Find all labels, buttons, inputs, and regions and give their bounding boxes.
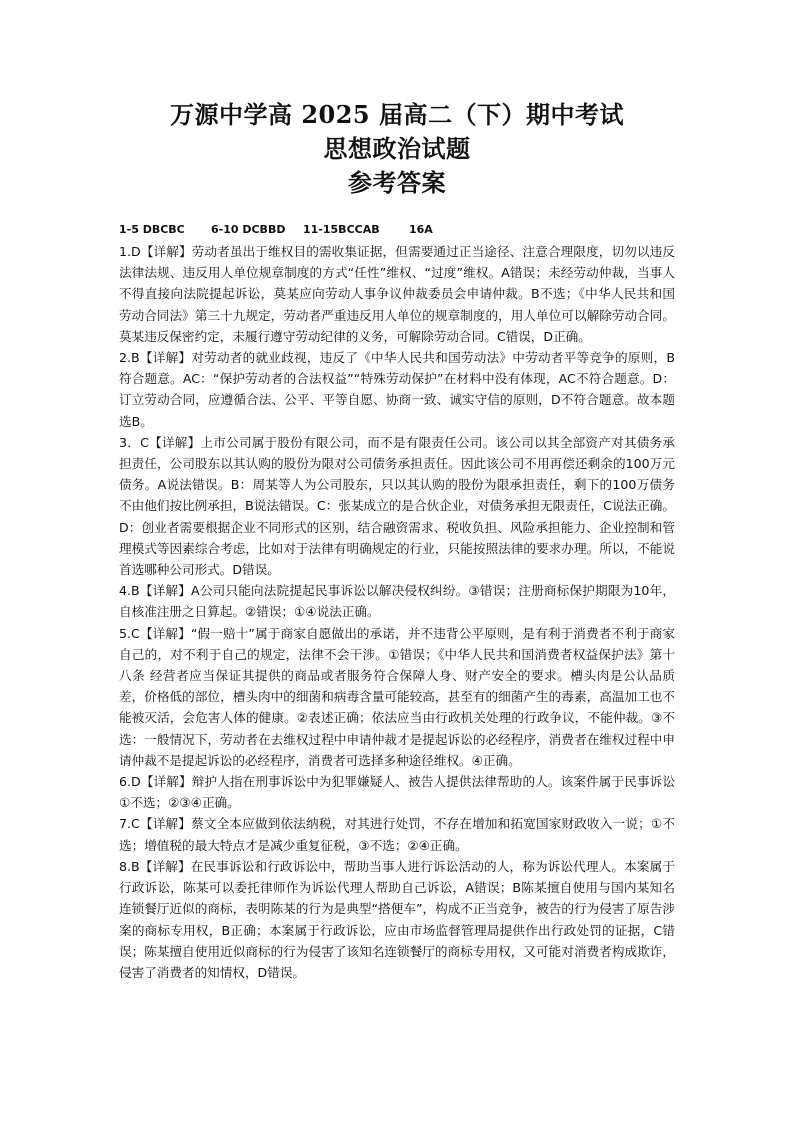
exam-title: 万源中学高 2025 届高二（下）期中考试 — [169, 100, 624, 129]
answer-group-11-15: 11-15BCCAB — [303, 223, 380, 236]
explanation-q7: 7.C【详解】蔡文全本应做到依法纳税，对其进行处罚，不存在增加和拓宽国家财政收入一说；①不选；增值税的最大特点才是减少重复征税，③不选；②④正确。 — [119, 816, 675, 853]
explanation-q2: 2.B【详解】对劳动者的就业歧视，违反了《中华人民共和国劳动法》中劳动者平等竞争的原则，B符合题意。AC：“保护劳动者的合法权益”“特殊劳动保护”在材料中没有体现，AC不符合题意。D：订立劳动合同，应遵循合法、公平、平等自愿、协商一致、诚实守信的原则，D不符合题意。故本题选B。 — [119, 350, 675, 429]
explanation-q1: 1.D【详解】劳动者虽出于维权目的需收集证据，但需要通过正当途径、注意合理限度，切勿以违反法律法规、违反用人单位规章制度的方式“任性”维权、“过度”维权。A错误；未经劳动仲裁，当事人不得直接向法院提起诉讼，莫某应向劳动人事争议仲裁委员会申请仲裁。B不选；《中华人民共和国劳动合同法》第三十九规定，劳动者严重违反用人单位的规章制度的，用人单位可以解除劳动合同。莫某违反保密约定，未履行遵守劳动纪律的义务，可解除劳动合同。C错误，D正确。 — [119, 244, 675, 344]
answer-title: 参考答案 — [348, 168, 446, 197]
explanation-q4: 4.B【详解】A公司只能向法院提起民事诉讼以解决侵权纠纷。③错误；注册商标保护期限为10年，自核准注册之日算起。②错误；①④说法正确。 — [119, 583, 675, 620]
title-block — [0, 98, 794, 200]
answer-group-16: 16A — [409, 223, 433, 236]
subject-title: 思想政治试题 — [323, 134, 471, 163]
answer-group-6-10: 6-10 DCBBD — [211, 223, 286, 236]
explanation-q3: 3．C【详解】上市公司属于股份有限公司，而不是有限责任公司。该公司以其全部资产对其债务承担责任，公司股东以其认购的股份为限对公司债务承担责任。因此该公司不用再偿还剩余的100万元债务。A说法错误。B：周某等人为公司股东，只以其认购的股份为限承担责任，剩下的100万债务不由他们按比例承担，B说法错误。C：张某成立的是合伙企业，对债务承担无限责任，C说法正确。D：创业者需要根据企业不同形式的区别，结合融资需求、税收负担、风险承担能力、企业控制和管理模式等因素综合考虑，比如对于法律有明确规定的行业，只能按照法律的要求办理。所以，不能说首选哪种公司形式。D错误。 — [119, 434, 675, 578]
explanation-q5: 5.C【详解】“假一赔十”属于商家自愿做出的承诺，并不违背公平原则，是有利于消费者不利于商家自己的，对不利于自己的规定，法律不会干涉。①错误；《中华人民共和国消费者权益保护法》第十八条 经营者应当保证其提供的商品或者服务符合保障人身、财产安全的要求。槽头肉是公认品质差，价格低的部位，槽头肉中的细菌和病毒含量可能较高，甚至有的细菌产生的毒素，高温加工也不能被灭活，会危害人体的健康。②表述正确；依法应当由行政机关处理的行政争议，不能仲裁。③不选：一般情况下，劳动者在去维权过程中申请仲裁才是提起诉讼的必经程序，消费者在维权过程中申请仲裁不是提起诉讼的必经程序，消费者可选择多种途径维权。④正确。 — [119, 625, 675, 768]
answer-key-row — [119, 222, 433, 238]
explanation-q6: 6.D【详解】辩护人指在刑事诉讼中为犯罪嫌疑人、被告人提供法律帮助的人。该案件属于民事诉讼①不选；②③④正确。 — [119, 774, 675, 811]
explanations — [119, 241, 675, 983]
explanation-q8: 8.B【详解】在民事诉讼和行政诉讼中，帮助当事人进行诉讼活动的人，称为诉讼代理人。本案属于行政诉讼，陈某可以委托律师作为诉讼代理人帮助自己诉讼，A错误；B陈某擅自使用与国内某知名连锁餐厅近似的商标，表明陈某的行为是典型“搭便车”，构成不正当竞争，被告的行为侵害了原告涉案的商标专用权，B正确；本案属于行政诉讼，应由市场监督管理局提供作出行政处罚的证据，C错误；陈某擅自使用近似商标的行为侵害了该知名连锁餐厅的商标专用权，又可能对消费者构成欺诈，侵害了消费者的知情权，D错误。 — [119, 858, 675, 980]
answer-group-1-5: 1-5 DBCBC — [119, 223, 185, 236]
